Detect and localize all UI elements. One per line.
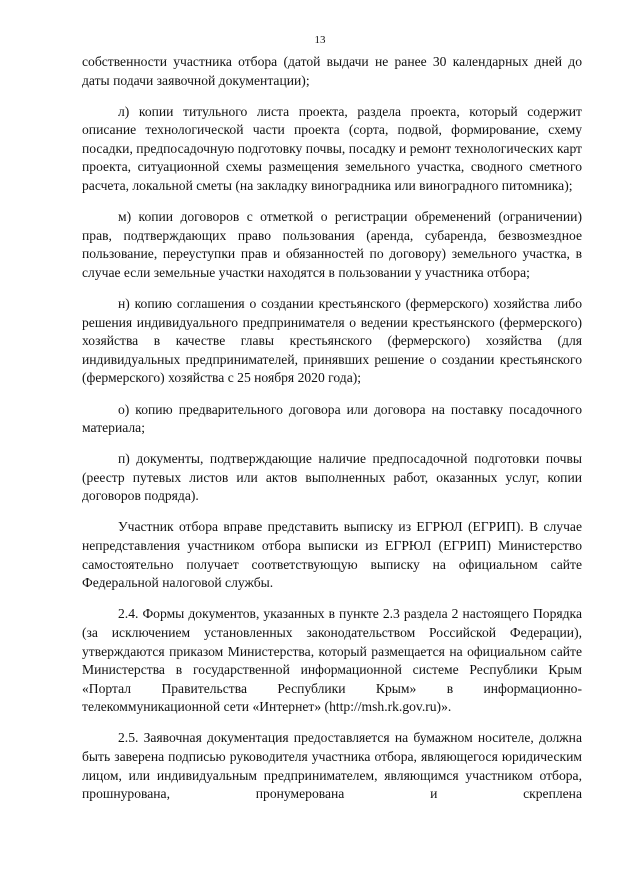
paragraph-item-l: л) копии титульного листа проекта, раздела проекта, который содержит описание технологической части проекта (сорта, подвой, формирование, схему посадки, предпосадочную подготовку почвы, посадку и ремонт технологических карт проекта, ситуационной схемы размещения земельного участка, сводного сметного расчета, локальной сметы (на закладку виноградника или виноградного питомника); [82, 103, 582, 194]
paragraph-section-2-5: 2.5. Заявочная документация предоставляется на бумажном носителе, должна быть заверена подписью руководителя участника отбора, являющегося юридическим лицом, или индивидуальным предпринимателем, являющимся участником отбора, прошнурована, пронумерована и скреплена [82, 730, 582, 802]
paragraph-item-p: п) документы, подтверждающие наличие предпосадочной подготовки почвы (реестр путевых листов или актов выполненных работ, оказанных услуг, копии договоров подряда). [82, 451, 582, 504]
paragraph-item-n: н) копию соглашения о создании крестьянского (фермерского) хозяйства либо решения индивидуального предпринимателя о ведении крестьянского (фермерского) хозяйства в качестве главы крестьянского (фермерского) хозяйства (для индивидуальных предпринимателей, принявших решение о создании крестьянского (фермерского) хозяйства с 25 ноября 2020 года); [82, 296, 582, 386]
page-number: 13 [314, 34, 326, 46]
paragraph-section-2-4: 2.4. Формы документов, указанных в пункте 2.3 раздела 2 настоящего Порядка (за исключением установленных законодательством Российской Федерации), утверждаются приказом Министерства, который размещается на официальном сайте Министерства в государственной информационной системе Республики Крым «Портал Правительства Республики Крым» в информационно-телекоммуникационной сети «Интернет» (http://msh.rk.gov.ru)». [82, 606, 582, 715]
paragraph-egrul-extract: Участник отбора вправе представить выписку из ЕГРЮЛ (ЕГРИП). В случае непредставления участником отбора выписки из ЕГРЮЛ (ЕГРИП) Министерство самостоятельно получает соответствующую выписку на официальном сайте Федеральной налоговой службы. [82, 519, 582, 591]
paragraph-item-o: о) копию предварительного договора или договора на поставку посадочного материала; [82, 401, 582, 436]
paragraph-item-m: м) копии договоров с отметкой о регистрации обременений (ограничении) прав, подтверждающих право пользования (аренда, субаренда, безвозмездное пользование, переуступки прав и обязанностей по договору) земельного участка, в случае если земельные участки находятся в пользовании у участника отбора; [82, 209, 582, 280]
paragraph-continuation: собственности участника отбора (датой выдачи не ранее 30 календарных дней до даты подачи заявочной документации); [82, 54, 582, 88]
page-body [82, 53, 582, 816]
